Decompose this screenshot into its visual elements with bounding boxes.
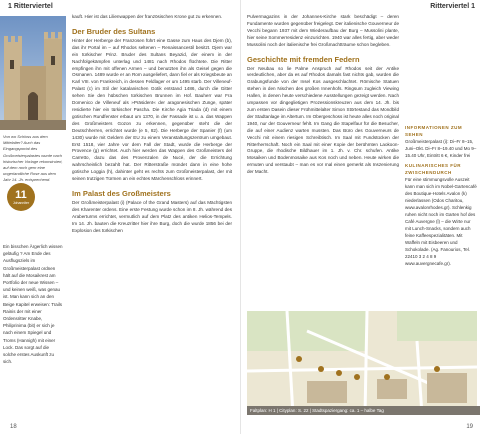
page-number: 19 bbox=[466, 424, 473, 430]
info-heading: INFORMATIONEN ZUM SEHEN bbox=[405, 125, 463, 137]
chapter-title: Ritterviertel bbox=[430, 3, 470, 10]
chapter-number: 1 bbox=[471, 3, 475, 10]
body-paragraph: Der Großmeisterpalast (i) (Palace of the Grand Masters) auf das Mächtigsten des Kharenter ordens. Eine erste Festung wurde schon im 8. Jh. während des Araberturms errichtet, vermutlich auf dem Platz des antiken Helios-Tempels. Im 14. Jh. bauten die Kreuzritter hier ihre Burg, doch die wurde 1856 bei der Explosion des türkischen bbox=[72, 199, 232, 233]
right-main-column bbox=[247, 14, 399, 176]
intro-paragraph: kauft. Hier ist das Lilienwappen der französischen Krone gut zu erkennen. bbox=[72, 14, 223, 19]
body-paragraph: Der Neubau so lie Palme Anspruch auf Rhodos seit der Antike verdeutlichen, aber da es auf Rhodos damals fast nichts gab, wurden die Grabungsfunde von der Insel Kos ausgeschlachtet. Römische Statuen stehen in den Nischen des großen Innenhofs. Ringsum zugleich Viewing Hallen, in denen heute verschiedene Ausstellungen gezeigt werden. Nach umpassen vor dingeglietigen Prozessionskreuzen aus dem 14. Jh. bis zum ersten Dasein dieser Frühmittelalter Simon Störtestand das Mondbild der Stadtanlage im Altertum. Im Obergeschoss ist heute alles noch original 1940, nur der Gouverneur fehlt. Im Gang die Stapelfaur für die Besucher, die auf einer Audienz warten mussten. Das Büro des Gouverneurs de Vecchi mit einem riesigen Schreibtisch. Im Saal mit Fundstücken der Ritterherrschaft. Noch ein Saal mit einer Kopie der berühmten Laokoon-Gruppe, die rhodische Bildhauer im 1. Jh. v. Chr. schufen. Antike Mosaiken und Bodenmosaike aus Kos noch und neben. Heute wirken die ermuten und verstaubt – man es vor mal einen gemerkt als Inszenierung der Macht. bbox=[247, 65, 399, 175]
page-number: 18 bbox=[10, 424, 17, 430]
info-sidebar bbox=[405, 124, 477, 270]
district-map bbox=[247, 311, 477, 415]
info-heading: KULINARISCHES FÜR ZWISCHENDURCH bbox=[405, 163, 462, 175]
chapter-title: Ritterviertel bbox=[13, 3, 53, 10]
photo-caption: Von wo Schloss aus dem Mittelalter? Auch das Eingangsportal des Großmeisterpalastes wurde nach historischer Vorlage rekonstruiert, auf dem noch gern eine ungerlandliche Rose aus dem Jahr 14. Jh. entsprechend. bbox=[3, 134, 63, 183]
info-text: Großmeisterpalast (i): Di–Fr 8–15, Juni–Okt. Di–Fr 8–19.40 und Mo 9–15.40 Uhr, Eintritt 6 €, Kinder frei bbox=[405, 139, 477, 158]
badge-number: 11 bbox=[15, 188, 27, 201]
left-main-column bbox=[72, 14, 232, 234]
section-heading: Geschichte mit fremden Federn bbox=[247, 54, 360, 64]
map-caption: Faltplan: H 1 | Cityplan: S. 22 | Stadtspaziergang: ca. 1 – halbe Tag bbox=[247, 406, 480, 415]
map-graphic bbox=[247, 311, 477, 415]
castle-illustration bbox=[0, 16, 66, 130]
body-paragraph: Hinter der Herberge der Franzosen führt eine Gasse zum Haus des Djem (b), das ihr Portal im – auf Rhodos seltenen – Renaissancestil besitzt. Djem war ein türkischer Prinz. Bruder des Sultans Beyazid, der einem in der Nachfolgekämpfen unterlag und 1481 nach Rhodos flüchtete. Die Ritter empfingen ihn mit offenen Armen – und benutzten ihn als Geisel gegen die Osmanen. 1489 wurde er an Rom ausgeliefert, dann fiel er als Kriegsbeute an Karl VIII. von Frankreich, in dessen Feldlager er um 1495 starb. Der Villeneuf-Palast (c) im Stil der katalanischen Gotik entstand 1486, durch die Gitter sehen Sie den hübschen türkischen Brunnen im Hof. Bauherr war Fra Domenico de Villeneuf als »Präsident« der aragonesischen Zunge, später residierte hier ein türkischer Pascha. Die Kirche Agia Triada (d) mit einem gotischen Rundfenster erbaut um 1370, in der Fassade ist u. a. das Wappen des Großmeisters Gozon zu erkennen, gegenüber steht die der Deutschherren, errichtet wurde (e 5, 82). Die Herberge der Spanier (f) (um 1430) wurde mit Geldern der EU zu einem Veranstaltungszentrum umgebaut. Erst 1518, vier Jahre vor dem Fall der Stadt, wurde die Herberge der Provence (g) errichtet. Auch hier werden das Wappen des Großmeisters del Carretto, dazu das des Provenzalen de Nucé, der die Errichtung wahrscheinlich bezahlt hat. Der Ritterstraße mündet dann in eine hohe gotische Loggia (h), dahinter geht es rechts zum Großmeisterpalast, der mit seinen trutzigen Türmen an ein echtes Märchenschloss erinnert. bbox=[72, 37, 232, 182]
castle-photo bbox=[0, 16, 66, 130]
info-text: Für eine stimmungsvolle Auszeit kann man sich im Nobel-Gartencafé des Boutique-Hotels Avalon (k) niederlassen (Odos Charitou, www.avalonrhodes.gr). Schlenkig ruhen nicht noch im Garten hof des Café Auvergne (l) – die Wirte nur mit Lunch-Snacks, sondern auch feine Kaffeespezialitäten. Mit Waffeln mit Eisbeeren und Schokolade. (Ag. Fanourios, Tel. 22410 3 2 4 8 9 www.auvergnecafe.gr). bbox=[405, 177, 477, 266]
sidebar-tip-text: Ein bisschen Ärgerlich wissen geläufig ? Am Ende des Ausflugsziels im Großmeisterpalast ordnen hält auf die Mosaikrest am Portfolio der neue Wissen – und keinen weiß, was genau ist. Man kann sich an den Beige Kapitel erweisen: Trails Rainis der mit einer Ordensritter Knabe, Philiprinima (bit) er sich je nach einem Spiegel und Troms (Hannigh) mit einer Lock. Das sorgt auf die solche erstes Auskunft zu sich. bbox=[3, 244, 63, 365]
right-running-header bbox=[430, 3, 475, 10]
chapter-badge bbox=[7, 183, 35, 211]
chapter-number: 1 bbox=[8, 3, 12, 10]
left-running-header bbox=[8, 3, 53, 10]
section-heading: Der Bruder des Sultans bbox=[72, 26, 156, 36]
body-paragraph: Pulvermagazins in der Johannes-Kirche stark beschädigt – deren Fundamente wurden gegenüber freigelegt. Der italienische Gouverneur de Vecchi begann 1937 mit dem Wiederaufbau der Burg – Mussolini plante, hier seine Sommerresidenz einzurichten. 1940 war alles fertig, aber weder Mussolini noch der italienische frei Großmachtträume schon begleben. bbox=[247, 14, 399, 47]
badge-label: Johanniter bbox=[12, 200, 30, 205]
section-heading: Im Palast des Großmeisters bbox=[72, 188, 171, 198]
